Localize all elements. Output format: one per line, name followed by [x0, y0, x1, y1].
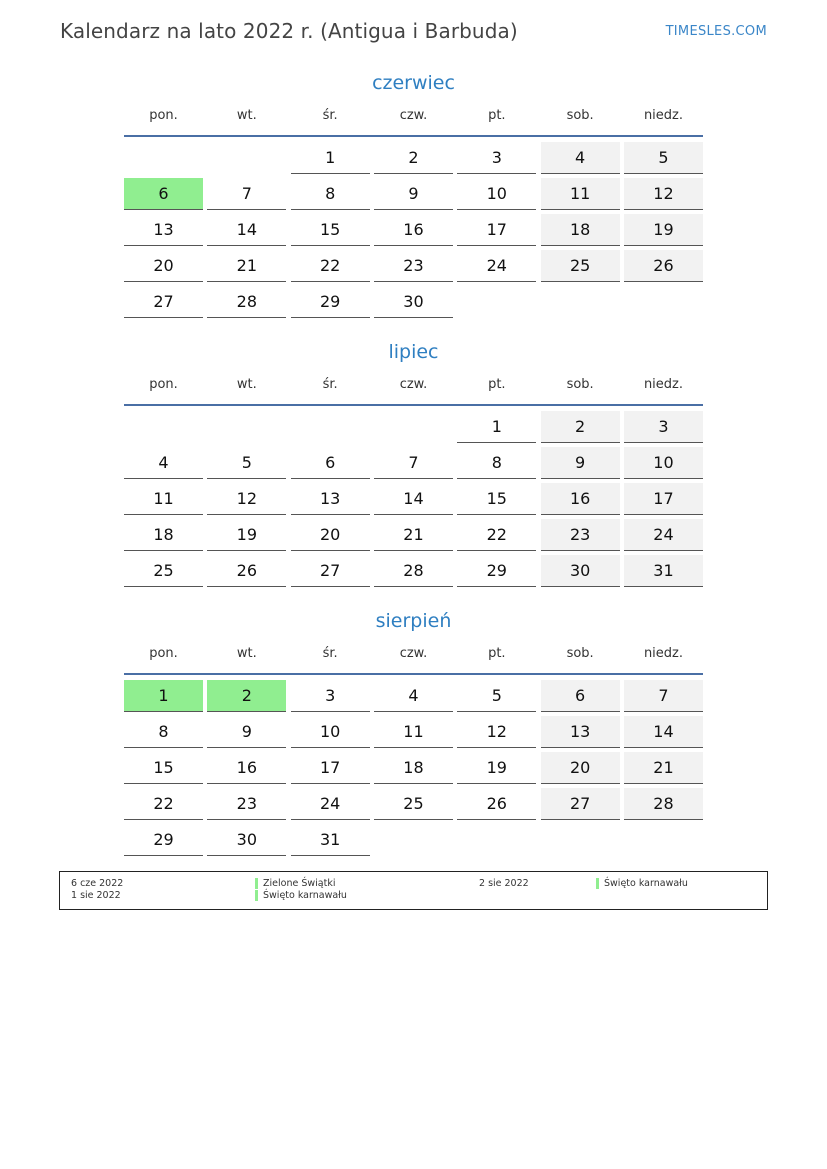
empty-day-cell: [207, 411, 286, 443]
weekday-label: pon.: [149, 646, 178, 661]
weekend-day-cell: 14: [624, 716, 703, 748]
weekend-day-cell: 28: [624, 788, 703, 820]
empty-day-cell: [374, 824, 453, 856]
empty-day-cell: [291, 411, 370, 443]
weekend-day-cell: 24: [624, 519, 703, 551]
day-cell: 14: [374, 483, 453, 515]
day-cell: 24: [291, 788, 370, 820]
day-cell: 21: [207, 250, 286, 282]
day-cell: 1: [457, 411, 536, 443]
day-cell: 24: [457, 250, 536, 282]
day-cell: 2: [374, 142, 453, 174]
day-cell: 31: [291, 824, 370, 856]
weekday-label: pon.: [149, 377, 178, 392]
day-cell: 25: [124, 555, 203, 587]
weekday-label: niedz.: [643, 646, 683, 661]
day-cell: 22: [291, 250, 370, 282]
day-cell: 9: [374, 178, 453, 210]
holiday-day-cell: 2: [207, 680, 286, 712]
legend-color-swatch: [596, 878, 599, 889]
weekend-day-cell: 25: [541, 250, 620, 282]
week-row: [124, 680, 703, 712]
week-row: [124, 178, 703, 210]
weekday-label: czw.: [399, 108, 428, 123]
day-cell: 23: [374, 250, 453, 282]
empty-day-cell: [624, 824, 703, 856]
day-cell: 21: [374, 519, 453, 551]
day-cell: 11: [124, 483, 203, 515]
day-cell: 1: [291, 142, 370, 174]
weekend-day-cell: 21: [624, 752, 703, 784]
day-cell: 9: [207, 716, 286, 748]
day-cell: 4: [124, 447, 203, 479]
day-cell: 14: [207, 214, 286, 246]
header-divider: [124, 673, 703, 675]
weekend-day-cell: 27: [541, 788, 620, 820]
day-cell: 29: [457, 555, 536, 587]
empty-day-cell: [541, 824, 620, 856]
day-cell: 12: [207, 483, 286, 515]
weekday-label: wt.: [236, 377, 257, 392]
weekday-label: sob.: [566, 646, 594, 661]
weekday-label: niedz.: [643, 377, 683, 392]
week-row: [124, 555, 703, 587]
weekday-label: sob.: [566, 377, 594, 392]
week-row: [124, 716, 703, 748]
week-row: [124, 447, 703, 479]
week-row: [124, 519, 703, 551]
weekday-label: wt.: [236, 646, 257, 661]
day-cell: 30: [207, 824, 286, 856]
week-row: [124, 250, 703, 282]
week-row: [124, 142, 703, 174]
weekday-label: czw.: [399, 377, 428, 392]
page-title: Kalendarz na lato 2022 r. (Antigua i Barbuda): [60, 19, 518, 43]
legend-color-swatch: [255, 890, 258, 901]
weekday-label: wt.: [236, 108, 257, 123]
day-cell: 13: [124, 214, 203, 246]
empty-day-cell: [124, 142, 203, 174]
legend-date: 2 sie 2022: [479, 878, 529, 889]
month-june: [124, 70, 703, 322]
day-cell: 18: [374, 752, 453, 784]
empty-day-cell: [374, 411, 453, 443]
weekend-day-cell: 19: [624, 214, 703, 246]
week-row: [124, 788, 703, 820]
weekday-header-row: [124, 106, 703, 126]
weeks-grid: [124, 411, 703, 587]
weekend-day-cell: 13: [541, 716, 620, 748]
month-august: [124, 608, 703, 860]
day-cell: 29: [291, 286, 370, 318]
weekend-day-cell: 17: [624, 483, 703, 515]
day-cell: 26: [457, 788, 536, 820]
day-cell: 17: [457, 214, 536, 246]
week-row: [124, 824, 703, 856]
day-cell: 3: [457, 142, 536, 174]
month-title: czerwiec: [372, 72, 455, 94]
weekend-day-cell: 20: [541, 752, 620, 784]
day-cell: 27: [124, 286, 203, 318]
day-cell: 10: [291, 716, 370, 748]
day-cell: 28: [207, 286, 286, 318]
day-cell: 10: [457, 178, 536, 210]
day-cell: 17: [291, 752, 370, 784]
weekend-day-cell: 3: [624, 411, 703, 443]
month-title: sierpień: [375, 610, 452, 632]
empty-day-cell: [207, 142, 286, 174]
weekend-day-cell: 9: [541, 447, 620, 479]
empty-day-cell: [624, 286, 703, 318]
day-cell: 28: [374, 555, 453, 587]
week-row: [124, 483, 703, 515]
day-cell: 19: [457, 752, 536, 784]
day-cell: 15: [291, 214, 370, 246]
day-cell: 4: [374, 680, 453, 712]
weekday-label: niedz.: [643, 108, 683, 123]
weekday-label: czw.: [399, 646, 428, 661]
legend-holiday-name: Święto karnawału: [604, 878, 688, 889]
weekday-label: śr.: [322, 377, 338, 392]
month-title: lipiec: [388, 341, 439, 363]
weekday-label: sob.: [566, 108, 594, 123]
day-cell: 22: [457, 519, 536, 551]
weekend-day-cell: 12: [624, 178, 703, 210]
week-row: [124, 286, 703, 318]
weekend-day-cell: 11: [541, 178, 620, 210]
empty-day-cell: [457, 824, 536, 856]
day-cell: 5: [457, 680, 536, 712]
weekday-label: śr.: [322, 646, 338, 661]
empty-day-cell: [124, 411, 203, 443]
day-cell: 6: [291, 447, 370, 479]
week-row: [124, 752, 703, 784]
weekend-day-cell: 26: [624, 250, 703, 282]
weekday-label: pt.: [488, 377, 506, 392]
day-cell: 3: [291, 680, 370, 712]
holiday-day-cell: 6: [124, 178, 203, 210]
day-cell: 25: [374, 788, 453, 820]
day-cell: 20: [124, 250, 203, 282]
weekday-label: śr.: [322, 108, 338, 123]
day-cell: 7: [207, 178, 286, 210]
day-cell: 19: [207, 519, 286, 551]
header-divider: [124, 135, 703, 137]
day-cell: 26: [207, 555, 286, 587]
header-divider: [124, 404, 703, 406]
weekend-day-cell: 30: [541, 555, 620, 587]
legend-date: 1 sie 2022: [71, 890, 121, 901]
day-cell: 16: [374, 214, 453, 246]
month-july: [124, 339, 703, 591]
weekday-label: pt.: [488, 646, 506, 661]
day-cell: 8: [457, 447, 536, 479]
empty-day-cell: [541, 286, 620, 318]
day-cell: 15: [124, 752, 203, 784]
legend-holiday-name: Święto karnawału: [263, 890, 347, 901]
weekend-day-cell: 31: [624, 555, 703, 587]
weekend-day-cell: 16: [541, 483, 620, 515]
weekend-day-cell: 4: [541, 142, 620, 174]
day-cell: 18: [124, 519, 203, 551]
day-cell: 16: [207, 752, 286, 784]
week-row: [124, 214, 703, 246]
legend-color-swatch: [255, 878, 258, 889]
weekend-day-cell: 2: [541, 411, 620, 443]
day-cell: 29: [124, 824, 203, 856]
brand-link[interactable]: TIMESLES.COM: [665, 24, 767, 39]
weekend-day-cell: 6: [541, 680, 620, 712]
day-cell: 22: [124, 788, 203, 820]
day-cell: 30: [374, 286, 453, 318]
weekend-day-cell: 5: [624, 142, 703, 174]
weekday-label: pon.: [149, 108, 178, 123]
day-cell: 23: [207, 788, 286, 820]
weekend-day-cell: 23: [541, 519, 620, 551]
weekend-day-cell: 10: [624, 447, 703, 479]
week-row: [124, 411, 703, 443]
weeks-grid: [124, 142, 703, 318]
day-cell: 12: [457, 716, 536, 748]
day-cell: 7: [374, 447, 453, 479]
legend-date: 6 cze 2022: [71, 878, 124, 889]
day-cell: 5: [207, 447, 286, 479]
day-cell: 11: [374, 716, 453, 748]
weekday-header-row: [124, 375, 703, 395]
weekday-header-row: [124, 644, 703, 664]
weekday-label: pt.: [488, 108, 506, 123]
day-cell: 8: [124, 716, 203, 748]
day-cell: 13: [291, 483, 370, 515]
empty-day-cell: [457, 286, 536, 318]
legend-holiday-name: Zielone Świątki: [263, 878, 336, 889]
weekend-day-cell: 18: [541, 214, 620, 246]
holiday-legend: [59, 871, 768, 910]
holiday-day-cell: 1: [124, 680, 203, 712]
weekend-day-cell: 7: [624, 680, 703, 712]
day-cell: 20: [291, 519, 370, 551]
day-cell: 8: [291, 178, 370, 210]
day-cell: 15: [457, 483, 536, 515]
day-cell: 27: [291, 555, 370, 587]
weeks-grid: [124, 680, 703, 856]
